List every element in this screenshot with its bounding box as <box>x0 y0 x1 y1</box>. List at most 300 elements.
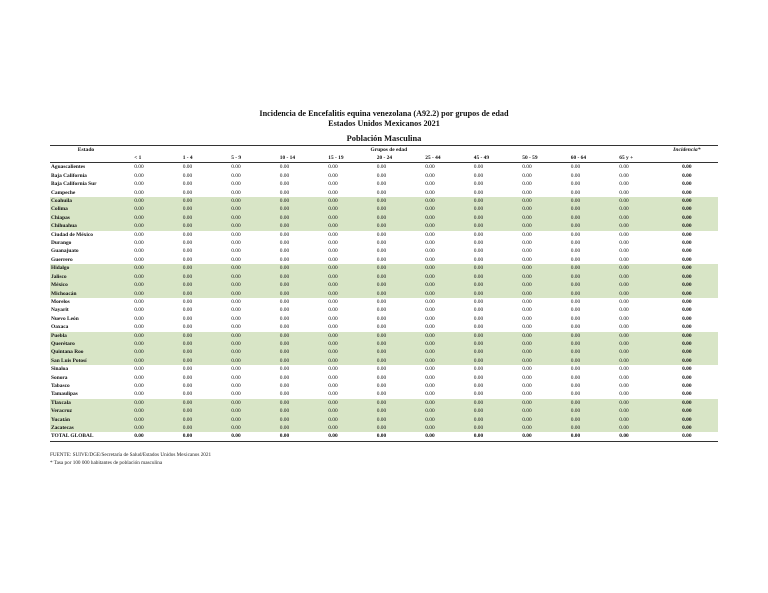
age-group-value <box>607 374 656 382</box>
age-group-value <box>171 222 220 230</box>
value-text: 0.00 <box>425 240 435 247</box>
age-group-value <box>316 197 365 205</box>
value-text: 0.00 <box>279 181 290 188</box>
age-group-value <box>219 205 268 213</box>
value-text: 0.00 <box>376 223 387 230</box>
incidence-value: 0.00 <box>656 416 719 424</box>
age-group-value <box>559 180 608 188</box>
age-group-value <box>413 205 462 213</box>
age-group-value <box>510 189 559 197</box>
age-group-value <box>316 365 365 373</box>
value-text: 0.00 <box>231 273 241 280</box>
age-group-value <box>510 205 559 213</box>
age-group-header <box>365 154 414 163</box>
value-text: 0.00 <box>182 273 193 280</box>
age-group-value <box>171 416 220 424</box>
value-text: 0.00 <box>522 265 532 272</box>
value-text: 0.00 <box>473 214 484 221</box>
value-text: 0.00 <box>231 307 241 314</box>
incidence-value: 0.00 <box>656 214 719 222</box>
age-group-value <box>510 407 559 415</box>
age-groups-row <box>50 154 718 163</box>
age-group-value <box>607 256 656 264</box>
value-text: 0.00 <box>376 265 387 272</box>
age-group-value <box>413 416 462 424</box>
value-text: 0.00 <box>376 273 387 280</box>
value-text: 0.00 <box>376 198 387 205</box>
age-group-value <box>316 340 365 348</box>
age-group-value <box>219 416 268 424</box>
value-text: 0.00 <box>376 399 387 406</box>
value-text: 0.00 <box>328 399 338 406</box>
age-group-value <box>268 273 317 281</box>
age-group-value <box>607 323 656 331</box>
value-text: 0.00 <box>376 416 387 423</box>
value-text: 0.00 <box>376 324 387 331</box>
age-group-value <box>365 374 414 382</box>
age-group-value <box>122 424 171 432</box>
value-text: 0.00 <box>182 374 193 381</box>
value-text: 0.00 <box>279 399 290 406</box>
value-text: 0.00 <box>279 223 290 230</box>
table-row <box>50 172 718 180</box>
age-group-value <box>462 214 511 222</box>
age-group-value <box>316 222 365 230</box>
age-group-value <box>365 390 414 398</box>
age-group-value <box>559 374 608 382</box>
value-text: 0.00 <box>182 282 193 289</box>
age-group-value <box>559 197 608 205</box>
value-text: 0.00 <box>522 172 532 179</box>
age-group-value <box>122 399 171 407</box>
value-text: 0.00 <box>134 340 144 347</box>
age-group-value <box>171 357 220 365</box>
table-row <box>50 315 718 323</box>
age-group-header <box>122 154 171 163</box>
value-text: 0.00 <box>279 273 290 280</box>
state-name: Ciudad de México <box>51 231 93 238</box>
value-text: 0.00 <box>619 382 629 389</box>
incidence-value: 0.00 <box>656 205 719 213</box>
value-text: 0.00 <box>328 324 338 331</box>
value-text: 0.00 <box>182 181 193 188</box>
age-group-value <box>559 357 608 365</box>
value-text: 0.00 <box>522 198 532 205</box>
value-text: 0.00 <box>134 265 144 272</box>
age-group-value <box>607 382 656 390</box>
value-text: 0.00 <box>425 256 435 263</box>
table-body <box>50 163 718 441</box>
age-group-header <box>219 154 268 163</box>
value-text: 0.00 <box>231 399 241 406</box>
age-group-value <box>559 222 608 230</box>
age-group-value <box>365 231 414 239</box>
age-group-value <box>510 323 559 331</box>
incidence-value: 0.00 <box>656 340 719 348</box>
table-row <box>50 290 718 298</box>
value-text: 0.00 <box>425 382 435 389</box>
age-group-value <box>268 374 317 382</box>
value-text: 0.00 <box>279 189 290 196</box>
value-text: 0.00 <box>328 214 338 221</box>
age-group-value <box>122 432 171 441</box>
incidence-value: 0.00 <box>682 231 692 238</box>
value-text: 0.00 <box>134 164 144 171</box>
value-text: 0.00 <box>522 399 532 406</box>
age-group-value <box>462 340 511 348</box>
value-text: 0.00 <box>473 324 484 331</box>
age-group-value <box>510 222 559 230</box>
age-group-value <box>607 214 656 222</box>
value-text: 0.00 <box>182 366 193 373</box>
age-group-value <box>219 163 268 172</box>
value-text: 0.00 <box>328 189 338 196</box>
value-text: 0.00 <box>619 425 629 431</box>
value-text: 0.00 <box>134 324 144 331</box>
age-group-value <box>413 281 462 289</box>
age-group-value <box>268 264 317 272</box>
value-text: 0.00 <box>570 315 581 322</box>
value-text: 0.00 <box>231 240 241 247</box>
value-text: 0.00 <box>231 357 241 364</box>
value-text: 0.00 <box>425 198 435 205</box>
age-group-value <box>268 290 317 298</box>
age-group-value <box>607 264 656 272</box>
value-text: 0.00 <box>182 265 193 272</box>
incidence-table-container <box>50 145 718 442</box>
age-group-value <box>365 256 414 264</box>
state-name: Yucatán <box>50 416 122 424</box>
age-group-value <box>462 273 511 281</box>
age-group-label: 15 - 19 <box>328 155 344 162</box>
incidence-value: 0.00 <box>682 391 692 398</box>
value-text: 0.00 <box>473 273 484 280</box>
age-group-value <box>413 357 462 365</box>
age-group-value <box>219 357 268 365</box>
value-text: 0.00 <box>522 256 532 263</box>
value-text: 0.00 <box>522 382 532 389</box>
age-group-value <box>171 239 220 247</box>
value-text: 0.00 <box>570 425 581 431</box>
age-group-value <box>171 172 220 180</box>
value-text: 0.00 <box>376 206 387 213</box>
age-group-value <box>171 382 220 390</box>
value-text: 0.00 <box>376 282 387 289</box>
age-group-value <box>462 306 511 314</box>
age-group-value <box>510 197 559 205</box>
age-group-value <box>268 172 317 180</box>
table-row <box>50 197 718 205</box>
age-group-value <box>268 189 317 197</box>
age-group-value <box>413 306 462 314</box>
age-group-value <box>462 239 511 247</box>
incidence-table <box>50 145 718 442</box>
age-group-value <box>316 256 365 264</box>
age-group-value <box>510 424 559 432</box>
value-text: 0.00 <box>425 315 435 322</box>
value-text: 0.00 <box>279 214 290 221</box>
incidence-value: 0.00 <box>682 164 692 171</box>
age-group-value <box>607 332 656 340</box>
value-text: 0.00 <box>619 307 629 314</box>
age-group-value <box>268 205 317 213</box>
value-text: 0.00 <box>182 223 193 230</box>
value-text: 0.00 <box>376 366 387 373</box>
age-group-value <box>219 348 268 356</box>
value-text: 0.00 <box>231 164 241 171</box>
age-group-value <box>171 264 220 272</box>
age-group-value <box>559 332 608 340</box>
age-group-value <box>365 340 414 348</box>
incidence-value: 0.00 <box>656 273 719 281</box>
value-text: 0.00 <box>231 223 241 230</box>
value-text: 0.00 <box>570 366 581 373</box>
table-header <box>50 146 718 163</box>
age-group-value <box>413 172 462 180</box>
age-group-value <box>268 239 317 247</box>
value-text: 0.00 <box>328 391 338 398</box>
value-text: 0.00 <box>182 332 193 339</box>
age-group-value <box>607 163 656 172</box>
value-text: 0.00 <box>231 391 241 398</box>
age-group-value <box>607 281 656 289</box>
age-group-value <box>268 424 317 432</box>
age-group-value <box>607 180 656 188</box>
value-text: 0.00 <box>619 399 629 406</box>
age-group-header <box>607 154 656 163</box>
incidence-value: 0.00 <box>682 172 692 179</box>
age-group-value <box>365 214 414 222</box>
incidence-value: 0.00 <box>682 240 692 247</box>
table-row <box>50 306 718 314</box>
value-text: 0.00 <box>376 391 387 398</box>
value-text: 0.00 <box>134 357 144 364</box>
age-group-value <box>559 163 608 172</box>
age-group-value <box>219 315 268 323</box>
value-text: 0.00 <box>182 399 193 406</box>
incidence-value: 0.00 <box>656 222 719 230</box>
state-name: Nuevo León <box>51 315 79 322</box>
state-name: Baja California <box>51 172 87 179</box>
age-group-value <box>122 323 171 331</box>
value-text: 0.00 <box>134 416 144 423</box>
age-group-value <box>413 290 462 298</box>
value-text: 0.00 <box>134 223 144 230</box>
age-group-value <box>607 432 656 441</box>
age-group-value <box>365 163 414 172</box>
age-group-value <box>462 323 511 331</box>
age-group-value <box>219 298 268 306</box>
age-group-value <box>607 365 656 373</box>
notes <box>50 451 211 467</box>
value-text: 0.00 <box>376 433 387 440</box>
value-text: 0.00 <box>134 408 144 415</box>
age-group-value <box>462 222 511 230</box>
value-text: 0.00 <box>570 349 581 356</box>
age-group-value <box>413 298 462 306</box>
value-text: 0.00 <box>134 307 144 314</box>
value-text: 0.00 <box>231 416 241 423</box>
value-text: 0.00 <box>522 332 532 339</box>
value-text: 0.00 <box>376 298 387 305</box>
value-text: 0.00 <box>279 425 290 431</box>
value-text: 0.00 <box>279 366 290 373</box>
age-group-value <box>171 365 220 373</box>
value-text: 0.00 <box>522 349 532 356</box>
table-row <box>50 332 718 340</box>
age-group-value <box>219 214 268 222</box>
value-text: 0.00 <box>328 290 338 297</box>
value-text: 0.00 <box>473 399 484 406</box>
age-group-value <box>122 382 171 390</box>
incidence-value: 0.00 <box>656 332 719 340</box>
value-text: 0.00 <box>231 374 241 381</box>
value-text: 0.00 <box>425 189 435 196</box>
value-text: 0.00 <box>182 248 193 255</box>
age-group-value <box>559 390 608 398</box>
age-group-value <box>268 348 317 356</box>
age-group-value <box>365 348 414 356</box>
value-text: 0.00 <box>619 340 629 347</box>
value-text: 0.00 <box>522 231 532 238</box>
age-group-value <box>559 399 608 407</box>
value-text: 0.00 <box>619 357 629 364</box>
age-group-value <box>219 222 268 230</box>
value-text: 0.00 <box>328 408 338 415</box>
age-group-value <box>559 298 608 306</box>
age-group-label: 5 - 9 <box>231 155 242 162</box>
state-name: Baja California Sur <box>51 181 97 188</box>
incidence-value: 0.00 <box>656 432 719 441</box>
value-text: 0.00 <box>425 223 435 230</box>
value-text: 0.00 <box>376 349 387 356</box>
value-text: 0.00 <box>425 340 435 347</box>
age-group-value <box>316 172 365 180</box>
age-group-value <box>559 256 608 264</box>
age-group-value <box>559 264 608 272</box>
age-group-value <box>316 247 365 255</box>
table-row <box>50 163 718 172</box>
value-text: 0.00 <box>134 206 144 213</box>
table-row <box>50 247 718 255</box>
age-group-value <box>122 332 171 340</box>
age-group-value <box>510 231 559 239</box>
age-group-value <box>510 163 559 172</box>
age-group-value <box>462 382 511 390</box>
value-text: 0.00 <box>279 298 290 305</box>
value-text: 0.00 <box>425 206 435 213</box>
age-group-value <box>316 323 365 331</box>
age-group-value <box>268 323 317 331</box>
value-text: 0.00 <box>570 416 581 423</box>
age-group-value <box>365 432 414 441</box>
value-text: 0.00 <box>425 425 435 431</box>
age-group-value <box>268 247 317 255</box>
age-group-value <box>122 365 171 373</box>
age-group-value <box>413 332 462 340</box>
age-group-value <box>268 390 317 398</box>
age-group-value <box>219 390 268 398</box>
value-text: 0.00 <box>182 307 193 314</box>
value-text: 0.00 <box>619 332 629 339</box>
value-text: 0.00 <box>473 206 484 213</box>
state-name: TOTAL GLOBAL <box>50 432 122 441</box>
value-text: 0.00 <box>570 382 581 389</box>
value-text: 0.00 <box>425 374 435 381</box>
value-text: 0.00 <box>279 198 290 205</box>
age-group-value <box>462 205 511 213</box>
age-group-value <box>171 290 220 298</box>
value-text: 0.00 <box>328 248 338 255</box>
age-group-value <box>219 231 268 239</box>
value-text: 0.00 <box>182 189 193 196</box>
age-group-value <box>462 247 511 255</box>
incidence-value: 0.00 <box>682 315 692 322</box>
incidence-value: 0.00 <box>682 374 692 381</box>
table-row <box>50 399 718 407</box>
value-text: 0.00 <box>279 374 290 381</box>
age-group-value <box>510 357 559 365</box>
age-group-value <box>268 315 317 323</box>
age-group-value <box>316 180 365 188</box>
age-group-value <box>510 374 559 382</box>
value-text: 0.00 <box>328 206 338 213</box>
value-text: 0.00 <box>425 349 435 356</box>
value-text: 0.00 <box>570 374 581 381</box>
state-name: Durango <box>51 240 72 247</box>
value-text: 0.00 <box>473 198 484 205</box>
age-group-value <box>365 222 414 230</box>
value-text: 0.00 <box>425 408 435 415</box>
age-group-value <box>219 189 268 197</box>
value-text: 0.00 <box>425 164 435 171</box>
value-text: 0.00 <box>182 240 193 247</box>
age-group-value <box>510 247 559 255</box>
state-name: Guanajuato <box>51 248 79 255</box>
table-row <box>50 365 718 373</box>
value-text: 0.00 <box>134 298 144 305</box>
value-text: 0.00 <box>570 391 581 398</box>
value-text: 0.00 <box>619 416 629 423</box>
value-text: 0.00 <box>425 282 435 289</box>
value-text: 0.00 <box>231 425 241 431</box>
age-group-value <box>268 399 317 407</box>
state-name: Michoacán <box>50 290 122 298</box>
age-group-value <box>413 273 462 281</box>
value-text: 0.00 <box>570 164 581 171</box>
value-text: 0.00 <box>134 349 144 356</box>
value-text: 0.00 <box>619 433 629 440</box>
value-text: 0.00 <box>425 181 435 188</box>
age-group-value <box>365 315 414 323</box>
age-group-value <box>316 399 365 407</box>
value-text: 0.00 <box>570 433 581 440</box>
value-text: 0.00 <box>570 206 581 213</box>
table-row <box>50 357 718 365</box>
age-group-value <box>559 365 608 373</box>
value-text: 0.00 <box>425 273 435 280</box>
age-group-value <box>607 222 656 230</box>
estado-header: Estado <box>50 146 122 155</box>
value-text: 0.00 <box>328 164 338 171</box>
age-group-header <box>413 154 462 163</box>
value-text: 0.00 <box>376 240 387 247</box>
value-text: 0.00 <box>473 374 484 381</box>
age-group-value <box>316 424 365 432</box>
state-name: Tabasco <box>51 382 70 389</box>
value-text: 0.00 <box>522 315 532 322</box>
age-group-value <box>559 432 608 441</box>
